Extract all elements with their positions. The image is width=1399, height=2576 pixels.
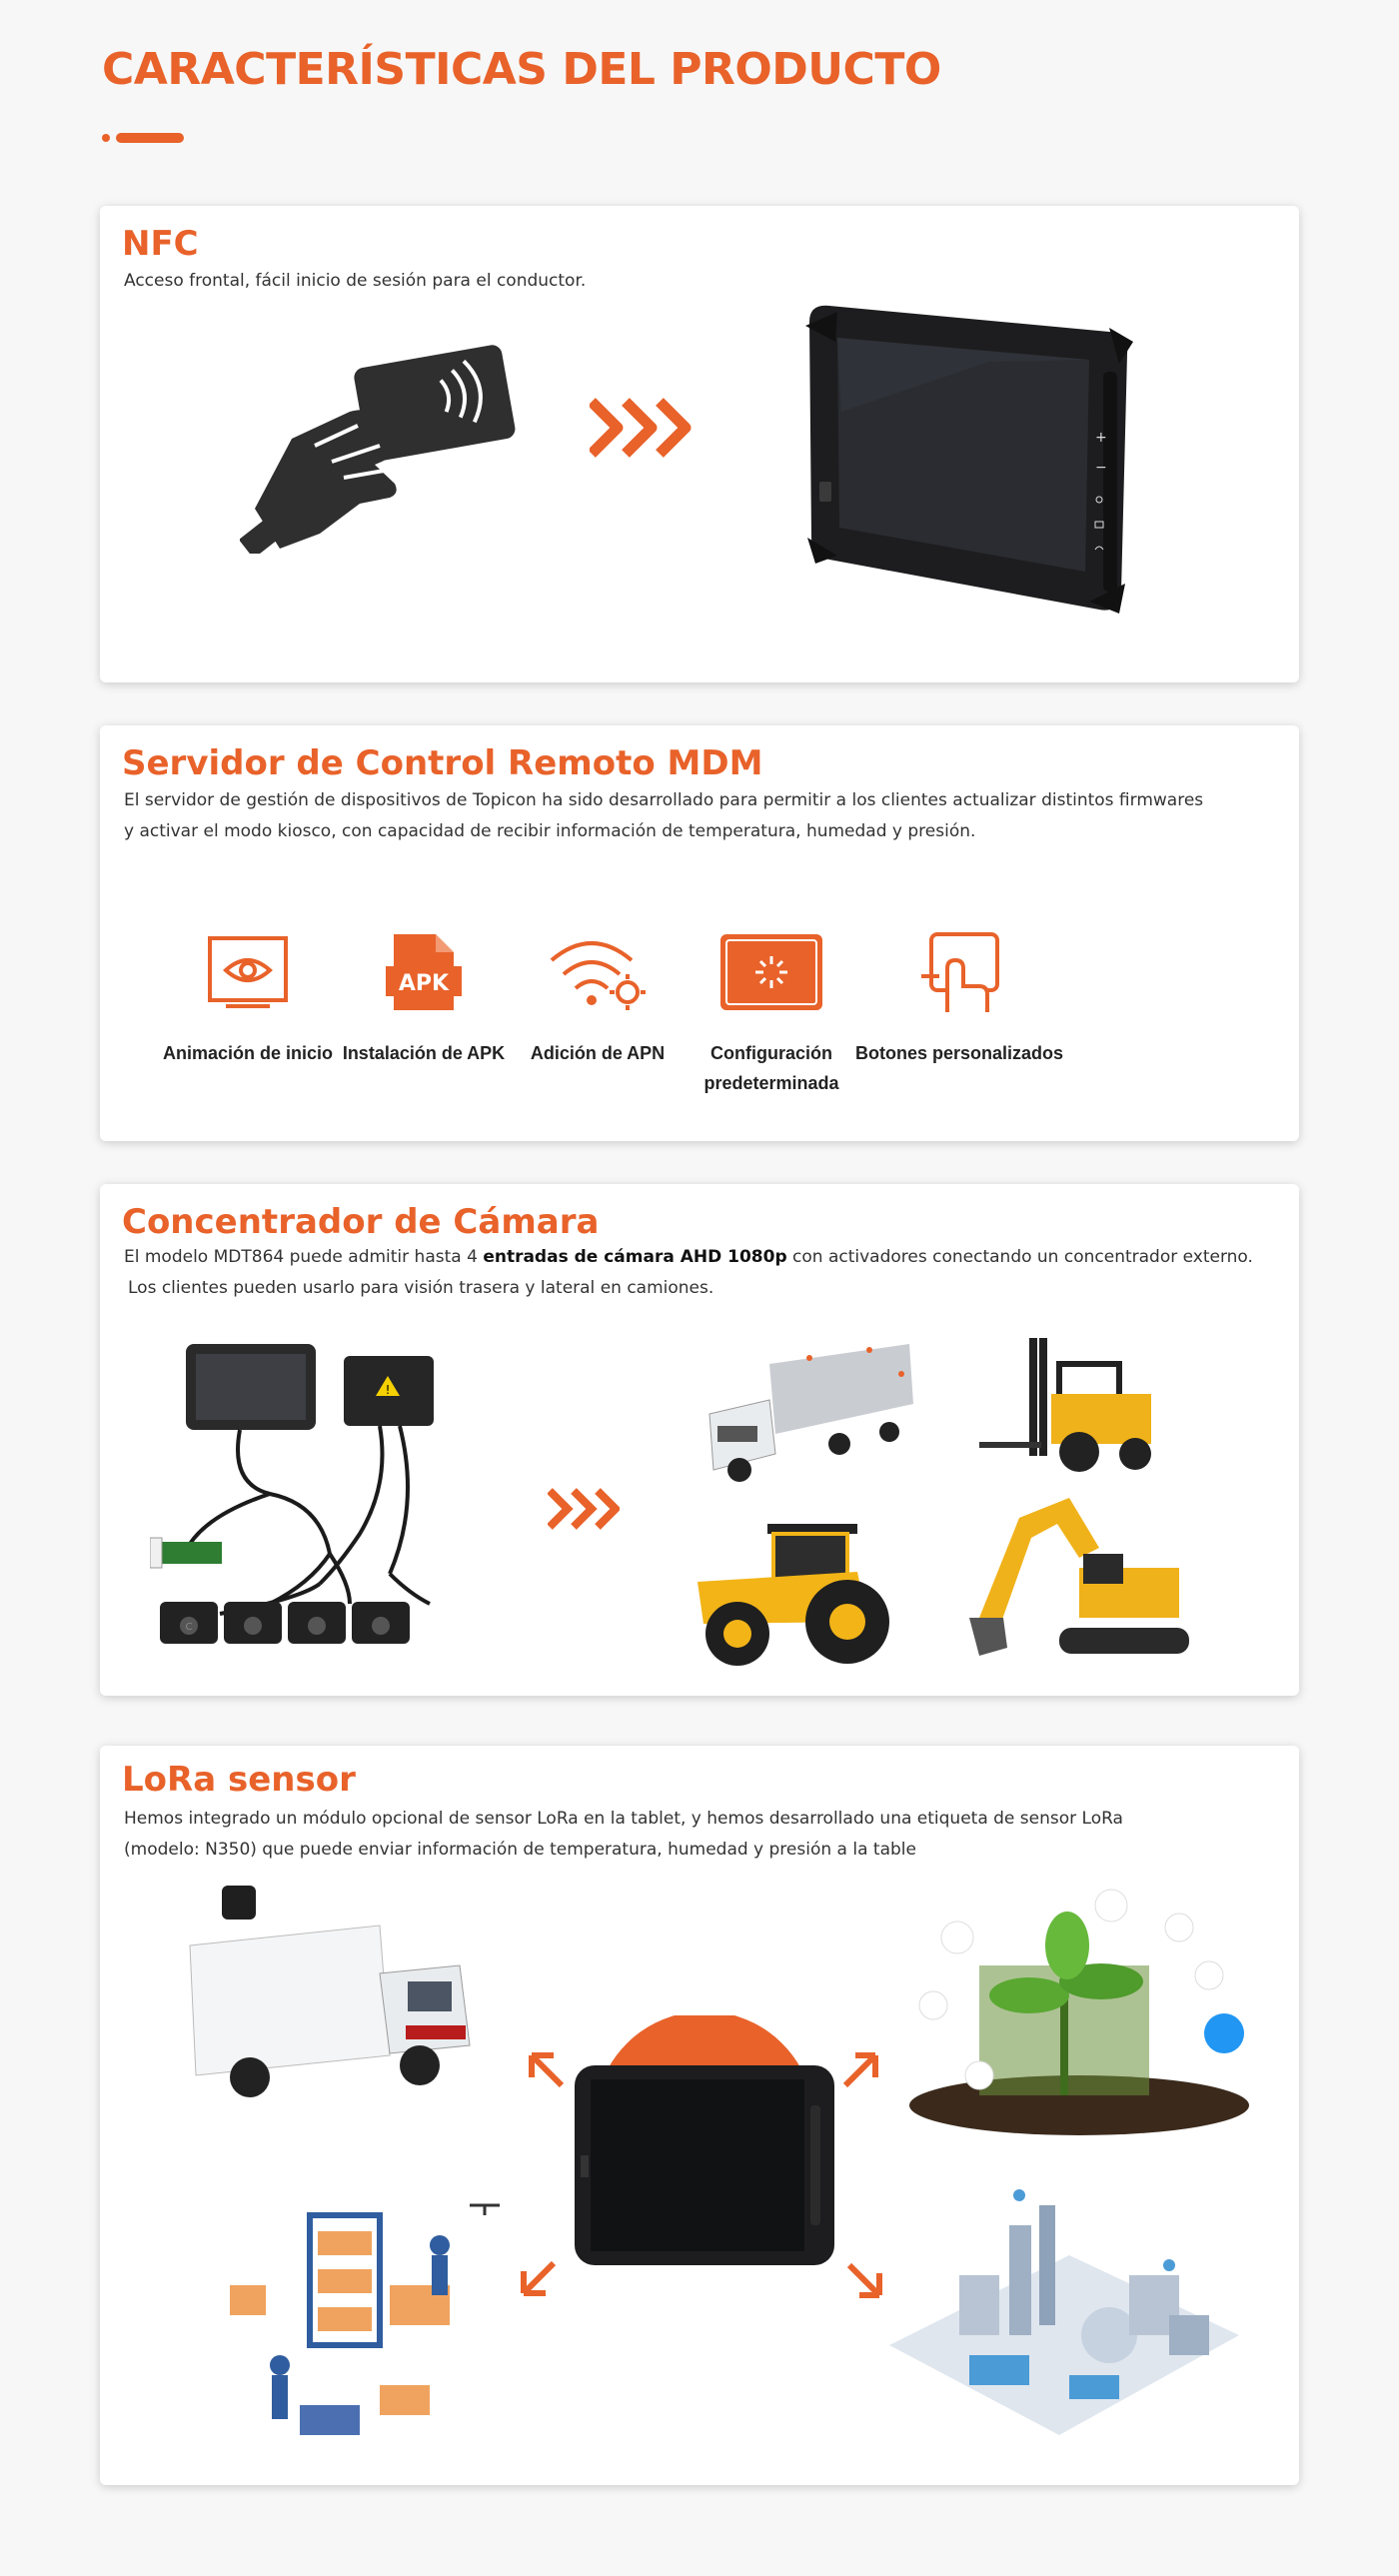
feature-default-config (672, 930, 871, 1098)
truck-image (690, 1334, 919, 1484)
camera-description-line1 (124, 1242, 1275, 1273)
box-truck-image (180, 1886, 520, 2115)
settings-screen-icon (716, 930, 826, 1014)
warehouse-logistics-image (200, 2185, 530, 2465)
mdm-title: Servidor de Control Remoto MDM (122, 743, 763, 783)
nfc-title: NFC (122, 224, 199, 264)
feature-label: Instalación de APK (342, 1043, 506, 1063)
title-underline (102, 133, 184, 143)
camera-card (100, 1184, 1299, 1696)
wifi-gear-icon (546, 930, 650, 1014)
forklift-image (969, 1324, 1169, 1484)
mdm-description-line1: El servidor de gestión de dispositivos de Topicon ha sido desarrollado para permitir a los clientes actualizar distintos firmwares (124, 790, 1204, 810)
nfc-card (100, 206, 1299, 682)
lora-description-line1: Hemos integrado un módulo opcional de sensor LoRa en la tablet, y hemos desarrollado una etiqueta de sensor LoRa (124, 1809, 1123, 1829)
feature-label: Adición de APN (530, 1043, 666, 1063)
apk-file-icon (382, 930, 466, 1014)
tractor-image (678, 1502, 907, 1672)
feature-label (672, 1038, 871, 1098)
touch-button-icon (917, 930, 1001, 1014)
lora-description-line2: (modelo: N350) que puede enviar información de temperatura, humedad y presión a la table (124, 1840, 916, 1860)
lora-card (100, 1746, 1299, 2485)
camera-desc-part2: con activadores conectando un concentrador externo. (786, 1247, 1253, 1267)
feature-label-line1: Configuración (710, 1043, 832, 1063)
lora-tablet-image (555, 2015, 854, 2315)
feature-label: Botones personalizados (854, 1043, 1064, 1063)
feature-label-line2: predeterminada (703, 1073, 839, 1093)
feature-boot-animation (148, 930, 348, 1068)
smart-industry-image (869, 2165, 1249, 2465)
camera-description-line2: Los clientes pueden usarlo para visión trasera y lateral en camiones. (128, 1278, 714, 1298)
smart-agriculture-image (869, 1886, 1249, 2145)
chevrons-right-icon (548, 1488, 620, 1530)
feature-apk-install (324, 930, 524, 1068)
lora-title: LoRa sensor (122, 1760, 356, 1800)
mdm-description-line2: y activar el modo kiosco, con capacidad de recibir información de temperatura, humedad y presión. (124, 821, 976, 841)
camera-lens-label: C (185, 1622, 193, 1633)
camera-title: Concentrador de Cámara (122, 1202, 600, 1242)
page-title: CARACTERÍSTICAS DEL PRODUCTO (102, 44, 941, 95)
camera-hub-kit-image (150, 1334, 470, 1674)
camera-desc-part1: El modelo MDT864 puede admitir hasta 4 (124, 1247, 484, 1267)
hand-card-icon (240, 334, 520, 554)
svg-text:APK: APK (398, 971, 450, 996)
feature-label: Animación de inicio (162, 1043, 334, 1063)
feature-apn-add (498, 930, 698, 1068)
mdm-card (100, 725, 1299, 1141)
nfc-description: Acceso frontal, fácil inicio de sesión para el conductor. (124, 271, 587, 291)
svg-text:+: + (1095, 430, 1107, 446)
arrow-up-left-icon (518, 2045, 574, 2093)
hub-warning-label: ! (385, 1383, 391, 1397)
rugged-tablet-image (789, 302, 1149, 632)
chevrons-right-icon (590, 398, 694, 458)
camera-desc-bold: entradas de cámara AHD 1080p (483, 1247, 787, 1267)
svg-text:−: − (1095, 460, 1107, 476)
feature-custom-buttons (849, 930, 1069, 1068)
monitor-eye-icon (206, 930, 290, 1014)
excavator-image (959, 1488, 1199, 1678)
